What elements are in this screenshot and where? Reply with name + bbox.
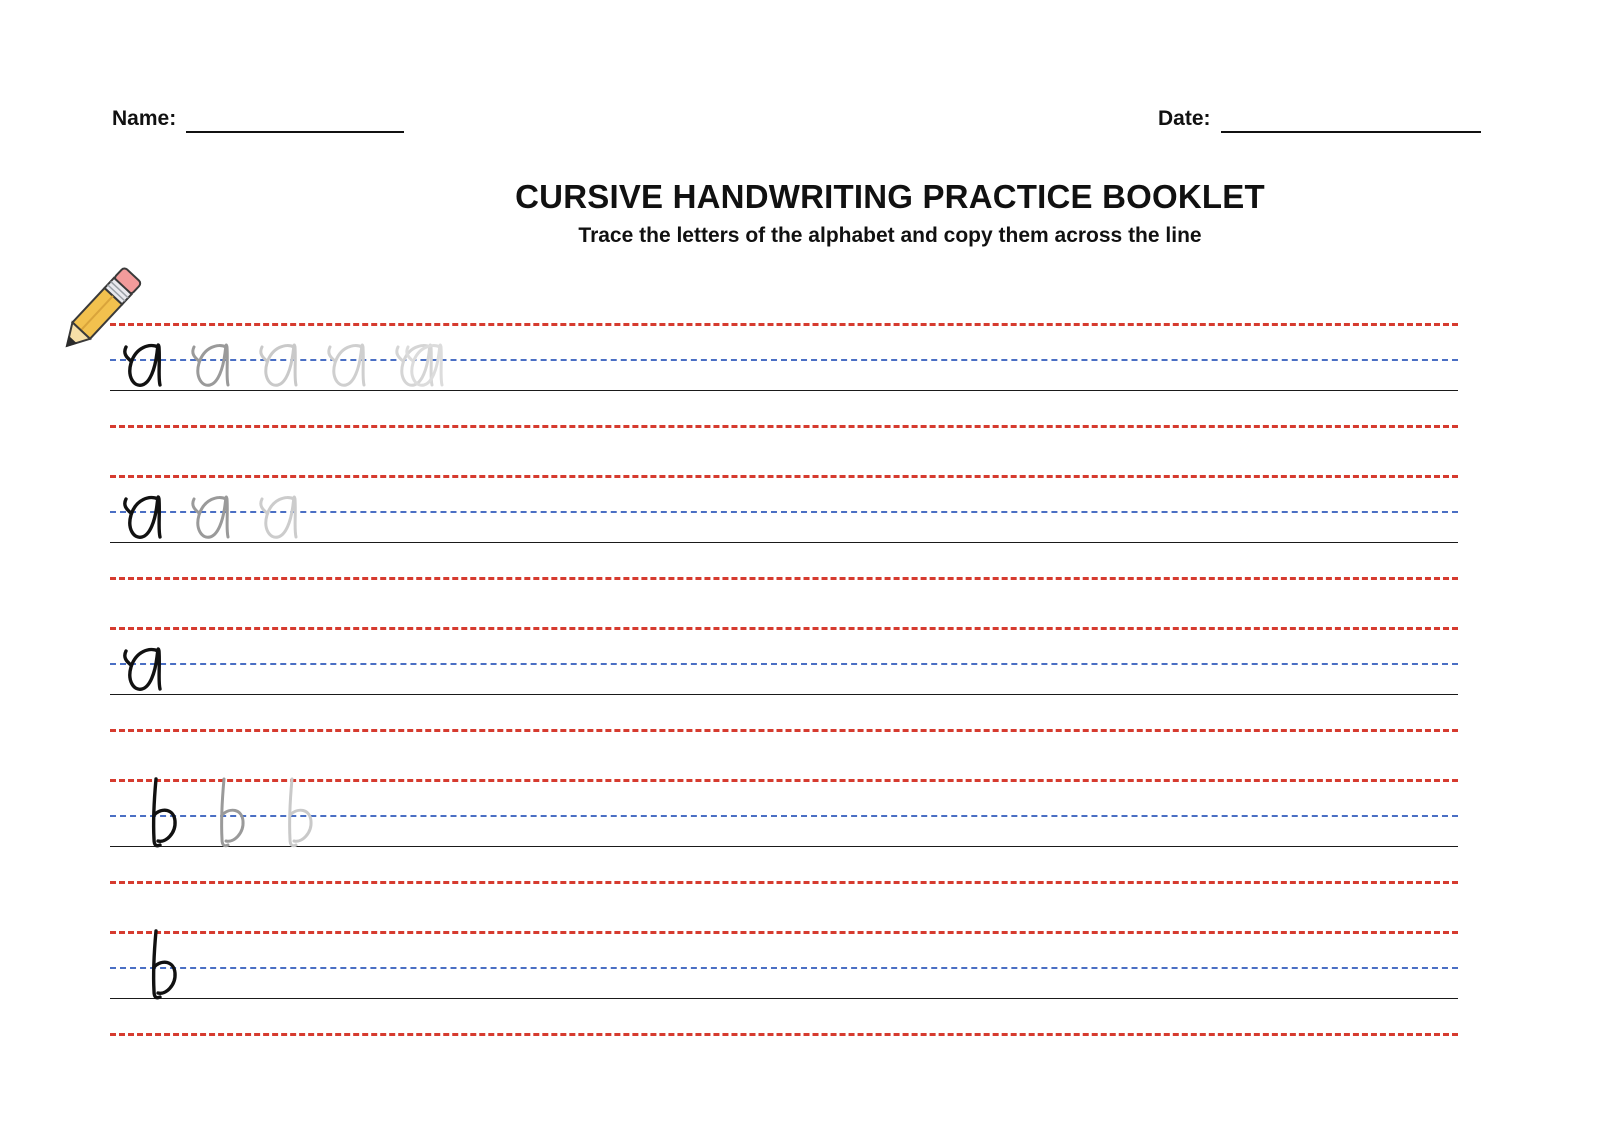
letter-track (110, 315, 1458, 467)
letter-glyph (114, 637, 178, 699)
letter-glyph (182, 485, 246, 547)
letter-glyph (182, 333, 246, 395)
letter-glyph (318, 333, 382, 395)
practice-row[interactable] (0, 315, 1600, 467)
letter-glyph (134, 927, 194, 1005)
title-block (0, 178, 1600, 248)
letter-glyph (134, 775, 194, 853)
letter-glyph (114, 333, 178, 395)
letter-track (110, 771, 1458, 923)
practice-rows (0, 315, 1600, 1075)
letter-glyph (250, 333, 314, 395)
name-label: Name: (112, 107, 177, 130)
letter-track (110, 923, 1458, 1075)
name-input-rule[interactable] (186, 105, 404, 133)
date-input-rule[interactable] (1221, 105, 1481, 133)
practice-row[interactable] (0, 467, 1600, 619)
letter-track (110, 619, 1458, 771)
letter-glyph (114, 485, 178, 547)
name-field[interactable] (112, 105, 404, 133)
page-subtitle: Trace the letters of the alphabet and copy them across the line (578, 224, 1202, 247)
date-label: Date: (1158, 107, 1211, 130)
page-title: CURSIVE HANDWRITING PRACTICE BOOKLET (515, 178, 1265, 215)
letter-glyph (250, 485, 314, 547)
letter-glyph (396, 333, 460, 395)
practice-row[interactable] (0, 771, 1600, 923)
header-fields (0, 105, 1600, 155)
letter-glyph (270, 775, 330, 853)
letter-glyph (202, 775, 262, 853)
practice-row[interactable] (0, 923, 1600, 1075)
letter-track (110, 467, 1458, 619)
date-field[interactable] (1158, 105, 1481, 133)
practice-row[interactable] (0, 619, 1600, 771)
